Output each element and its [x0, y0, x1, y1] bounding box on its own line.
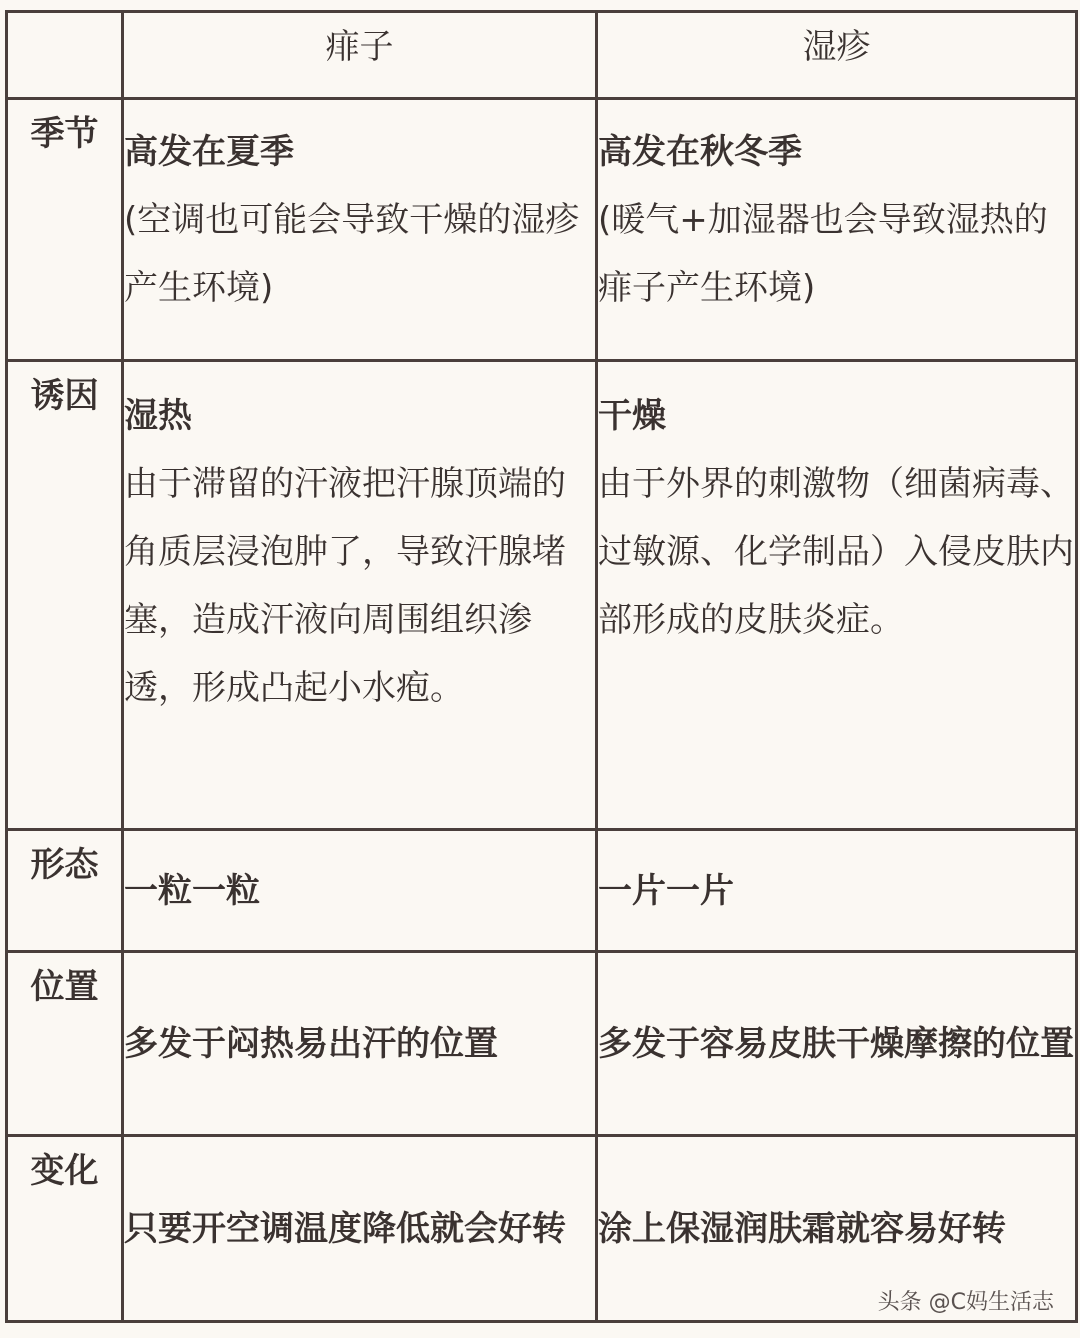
cell-text: 由于滞留的汗液把汗腺顶端的角质层浸泡肿了，导致汗腺堵塞，造成汗液向周围组织渗透，形成凸起小水疱。 — [124, 464, 566, 708]
row-label-season: 季节 — [7, 99, 123, 361]
watermark: 头条 @C妈生活志 — [877, 1290, 1054, 1315]
cell-season-miliaria — [123, 99, 597, 361]
cell-text: 由于外界的刺激物（细菌病毒、过敏源、化学制品）入侵皮肤内部形成的皮肤炎症。 — [598, 464, 1074, 640]
cell-title: 一粒一粒 — [124, 870, 260, 911]
row-location — [7, 952, 1077, 1136]
row-label-cause: 诱因 — [7, 361, 123, 830]
row-label-location: 位置 — [7, 952, 123, 1136]
row-shape — [7, 830, 1077, 952]
cell-cause-eczema — [597, 361, 1077, 830]
cell-title: 多发于容易皮肤干燥摩擦的位置 — [598, 1023, 1074, 1064]
header-row — [7, 12, 1077, 99]
cell-title: 涂上保湿润肤霜就容易好转 — [598, 1208, 1006, 1249]
cell-title: 一片一片 — [598, 870, 734, 911]
cell-title: 多发于闷热易出汗的位置 — [124, 1023, 498, 1064]
comparison-table — [5, 10, 1078, 1323]
cell-title: 高发在秋冬季 — [598, 132, 802, 172]
cell-shape-eczema — [597, 830, 1077, 952]
row-cause — [7, 361, 1077, 830]
cell-location-eczema — [597, 952, 1077, 1136]
header-miliaria: 痱子 — [123, 12, 597, 99]
cell-season-eczema — [597, 99, 1077, 361]
row-label-change: 变化 — [7, 1136, 123, 1322]
row-season — [7, 99, 1077, 361]
cell-cause-miliaria — [123, 361, 597, 830]
cell-text: (暖气+加湿器也会导致湿热的痱子产生环境) — [598, 200, 1048, 308]
cell-title: 湿热 — [124, 396, 192, 436]
cell-change-miliaria — [123, 1136, 597, 1322]
cell-shape-miliaria — [123, 830, 597, 952]
cell-text: (空调也可能会导致干燥的湿疹产生环境) — [124, 200, 580, 308]
cell-title: 干燥 — [598, 396, 666, 436]
corner-cell — [7, 12, 123, 99]
row-label-shape: 形态 — [7, 830, 123, 952]
cell-location-miliaria — [123, 952, 597, 1136]
header-eczema: 湿疹 — [597, 12, 1077, 99]
cell-title: 只要开空调温度降低就会好转 — [124, 1208, 566, 1249]
cell-title: 高发在夏季 — [124, 132, 294, 172]
